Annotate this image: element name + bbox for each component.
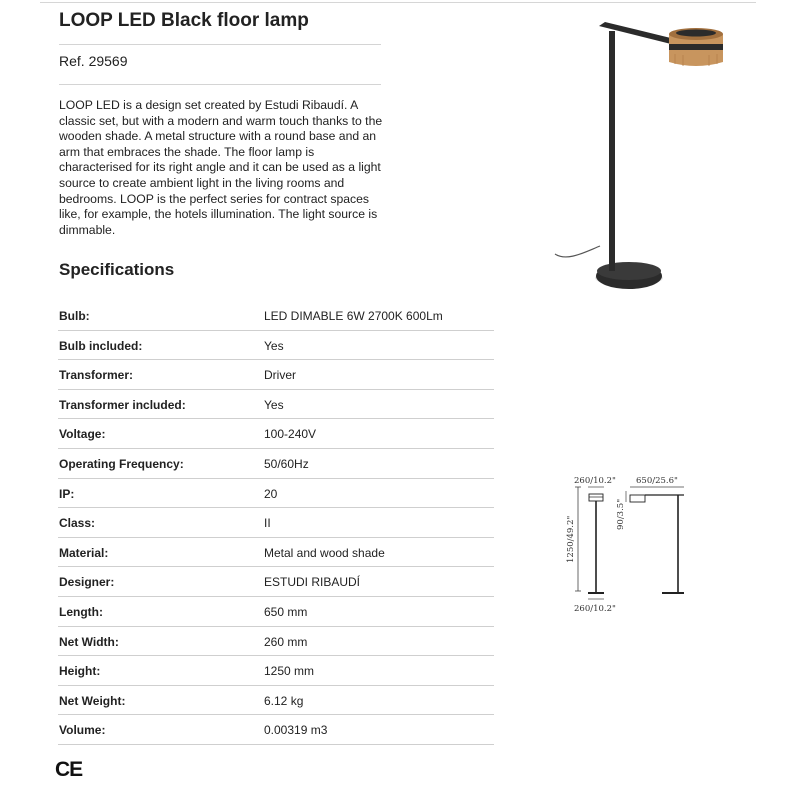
spec-label: Volume:: [59, 723, 106, 738]
spec-label: Net Width:: [59, 634, 119, 649]
spec-label: Height:: [59, 664, 101, 679]
spec-row-voltage: [58, 419, 494, 449]
spec-value: 0.00319 m3: [264, 723, 328, 738]
spec-row-bulb: [58, 301, 494, 331]
spec-label: Material:: [59, 545, 109, 560]
product-description: LOOP LED is a design set created by Estudi Ribaudí. A classic set, but with a modern and warm touch thanks to the wooden shade. A metal structure with a round base and an arm that embraces the shade. The floor lamp is characterised for its right angle and it can be used as a light source to create ambient light in the living rooms and bedrooms. LOOP is the perfect series for contract spaces like, for example, the hotels illumination. The light source is dimmable.: [59, 98, 383, 237]
spec-row-height: [58, 656, 494, 686]
spec-label: Transformer included:: [59, 397, 186, 412]
spec-row-transformer-included: [58, 390, 494, 420]
spec-label: Class:: [59, 516, 96, 531]
spec-row-net-width: [58, 627, 494, 657]
spec-value: 20: [264, 486, 278, 501]
spec-value: 1250 mm: [264, 664, 315, 679]
spec-value: 6.12 kg: [264, 693, 304, 708]
spec-row-material: [58, 538, 494, 568]
ce-mark: CE: [55, 758, 83, 781]
title-divider: [59, 44, 381, 45]
spec-row-length: [58, 597, 494, 627]
product-title: LOOP LED Black floor lamp: [59, 10, 309, 31]
spec-value: 260 mm: [264, 634, 308, 649]
specifications-heading: Specifications: [59, 260, 175, 279]
dim-shade-height: 90/3.5": [616, 498, 626, 530]
spec-value: Yes: [264, 397, 284, 412]
spec-row-designer: [58, 567, 494, 597]
spec-row-net-weight: [58, 686, 494, 716]
spec-label: Bulb:: [59, 309, 90, 323]
top-divider: [40, 2, 756, 3]
spec-label: Net Weight:: [59, 693, 126, 708]
spec-value: ESTUDI RIBAUDÍ: [264, 575, 361, 590]
spec-row-class: [58, 508, 494, 538]
spec-value: 50/60Hz: [264, 456, 309, 471]
spec-value: Metal and wood shade: [264, 545, 385, 560]
power-cable: [555, 246, 600, 257]
product-reference: Ref. 29569: [59, 53, 128, 69]
spec-label: Designer:: [59, 575, 115, 590]
spec-label: Transformer:: [59, 368, 134, 383]
spec-row-transformer: [58, 360, 494, 390]
spec-label: Voltage:: [59, 427, 106, 442]
spec-value: II: [264, 516, 271, 531]
spec-row-bulb-included: [58, 331, 494, 361]
spec-value: LED DIMABLE 6W 2700K 600Lm: [264, 309, 443, 323]
dimension-drawing: [560, 468, 710, 618]
lamp-pole: [609, 31, 615, 271]
spec-value: Yes: [264, 338, 284, 353]
spec-row-ip: [58, 479, 494, 509]
dim-base-width: 260/10.2": [574, 604, 616, 614]
spec-label: Bulb included:: [59, 338, 143, 353]
spec-label: Length:: [59, 604, 103, 619]
ref-divider: [59, 84, 381, 85]
spec-row-operating-frequency: [58, 449, 494, 479]
spec-value: 100-240V: [264, 427, 317, 442]
dim-total-height: 1250/49.2": [566, 515, 576, 563]
lamp-product-image: [505, 14, 755, 304]
dim-arm-length: 650/25.6": [636, 476, 678, 486]
spec-value: Driver: [264, 368, 296, 383]
specifications-table: [58, 301, 494, 745]
spec-label: Operating Frequency:: [59, 456, 184, 471]
spec-value: 650 mm: [264, 604, 308, 619]
dim-shade-width: 260/10.2": [574, 476, 616, 486]
spec-row-volume: [58, 715, 494, 745]
spec-label: IP:: [59, 486, 75, 501]
